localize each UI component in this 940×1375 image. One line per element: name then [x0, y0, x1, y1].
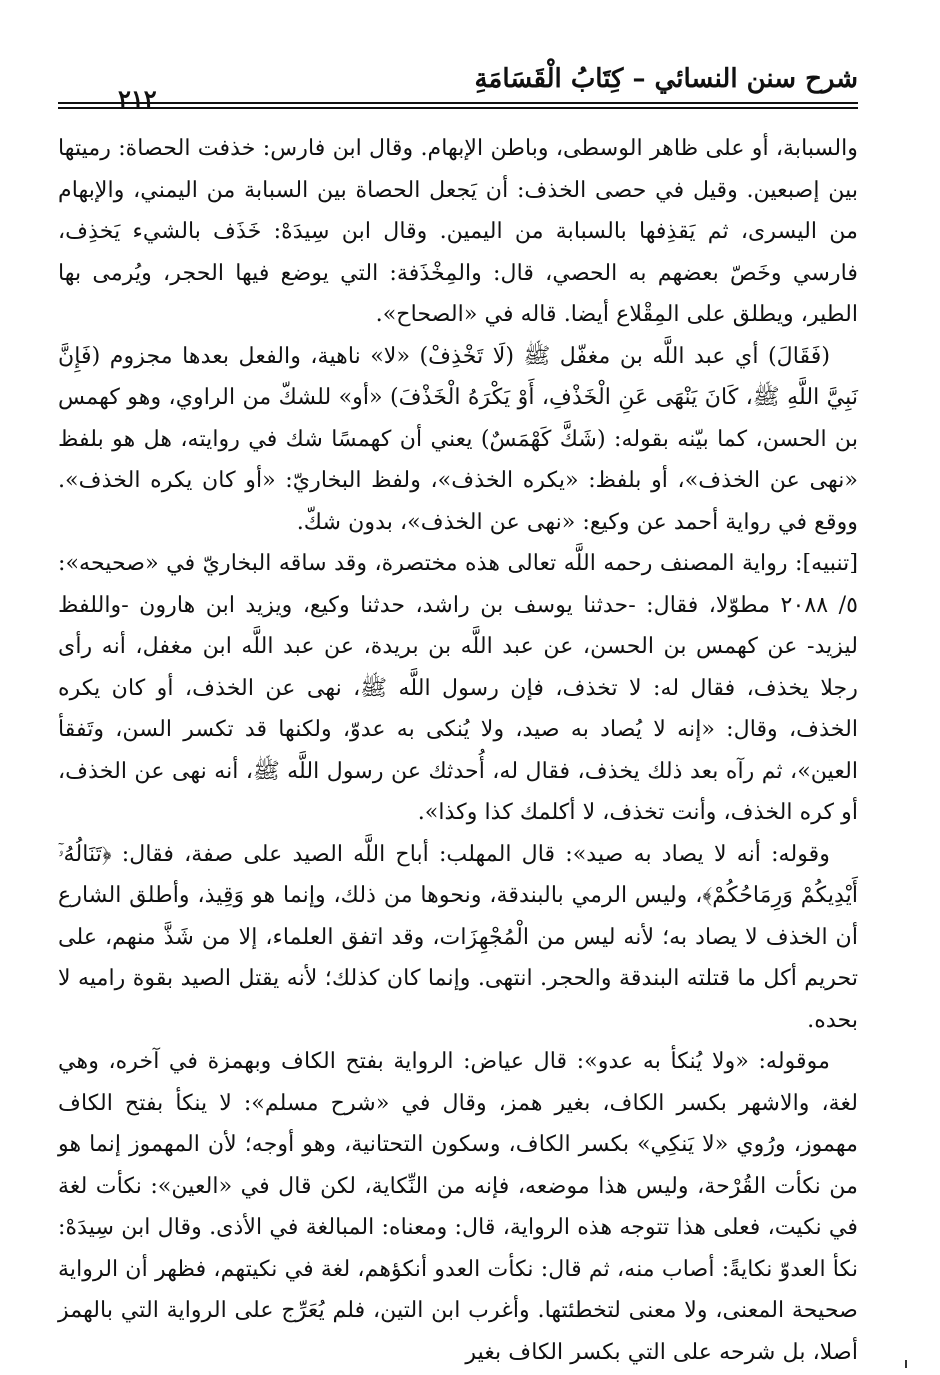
paragraph-1: والسبابة، أو على ظاهر الوسطى، وباطن الإبهام. وقال ابن فارس: خذفت الحصاة: رميتها بين إصبعين. وقيل في حصى الخذف: أن يَجعل الحصاة بين السبابة من اليمني، والإبهام من اليسرى، ثم يَقذِفها بالسبابة من اليمين. وقال ابن سِيدَهْ: خَذَف بالشيء يَخذِف، فارسي وخَصّ بعضهم به الحصي، قال: والمِخْذَفة: التي يوضع فيها الحجر، ويُرمى بها الطير، ويطلق على المِقْلاع أيضا. قاله في «الصحاح». [58, 135, 858, 327]
header-rule-top [58, 102, 858, 104]
margin-mark [905, 1360, 907, 1368]
paragraph-4: وقوله: أنه لا يصاد به صيد»: قال المهلب: أباح اللَّه الصيد على صفة، فقال: ﴿تَنَالُهُۥٓ أَيْدِيكُمْ وَرِمَاحُكُمْ﴾، وليس الرمي بالبندقة، ونحوها من ذلك، وإنما هو وَقِيذ، وأطلق الشارع أن الخذف لا يصاد به؛ لأنه ليس من الْمُجْهِزَات، وقد اتفق العلماء، إلا من شَذَّ منهم، على تحريم أكل ما قتلته البندقة والحجر. انتهى. وإنما كان كذلك؛ لأنه يقتل الصيد بقوة راميه لا بحده. [58, 840, 858, 1033]
header-rule-bottom [58, 107, 858, 109]
paragraph-5: موقوله: «ولا يُنكأ به عدو»: قال عياض: الرواية بفتح الكاف وبهمزة في آخره، وهي لغة، والاشهر بكسر الكاف، بغير همز، وقال في «شرح مسلم»: لا ينكأ بفتح الكاف مهموز، ورُوي «لا يَنكِي» بكسر الكاف، وسكون التحتانية، وهو أوجه؛ لأن المهموز إنما هو من نكأت القُرْحة، وليس هذا موضعه، فإنه من النِّكاية، لكن قال في «العين»: نكأت لغة في نكيت، فعلى هذا تتوجه هذه الرواية، قال: ومعناه: المبالغة في الأذى. وقال ابن سِيدَهْ: نكأ العدوّ نكايةً: أصاب منه، ثم قال: نكأت العدو أنكؤهم، لغة في نكيتهم، فظهر أن الرواية صحيحة المعنى، ولا معنى لتخطئتها. وأغرب ابن التين، فلم يُعَرِّج على الرواية التي بالهمز أصلا، بل شرحه على التي بكسر الكاف بغير [58, 1048, 858, 1365]
body-text [58, 128, 858, 1373]
page-number: ٢١٢ [118, 84, 157, 113]
running-title: شرح سنن النسائي – كِتَابُ الْقَسَامَةِ [474, 64, 858, 94]
paragraph-3: [تنبيه]: رواية المصنف رحمه اللَّه تعالى هذه مختصرة، وقد ساقه البخاريّ في «صحيحه»: ٥/ ٢٠٨٨ مطوّلا، فقال: -حدثنا يوسف بن راشد، حدثنا وكيع، ويزيد ابن هارون -واللفظ ليزيد- عن كهمس بن الحسن، عن عبد اللَّه بن بريدة، عن عبد اللَّه ابن مغفل، أنه رأى رجلا يخذف، فقال له: لا تخذف، فإن رسول اللَّه ﷺ، نهى عن الخذف، أو كان يكره الخذف، وقال: «إنه لا يُصاد به صيد، ولا يُنكى به عدوّ، ولكنها قد تكسر السن، وتَفقأ العين»، ثم رآه بعد ذلك يخذف، فقال له، أُحدثك عن رسول اللَّه ﷺ، أنه نهى عن الخذف، أو كره الخذف، وأنت تخذف، لا أكلمك كذا وكذا». [58, 550, 859, 825]
paragraph-2: (فَقَالَ) أي عبد اللَّه بن مغفّل ﷺ (لَا تَخْذِفْ) «لا» ناهية، والفعل بعدها مجزوم (فَإِنَّ نَبِيَّ اللَّهِ ﷺ، كَانَ يَنْهَى عَنِ الْخَذْفِ، أَوْ يَكْرَهُ الْخَذْفَ) «أو» للشكّ من الراوي، وهو كهمس بن الحسن، كما بيّنه بقوله: (شَكَّ كَهْمَسٌ) يعني أن كهمسًا شك في روايته، هل هو بلفظ «نهى عن الخذف»، أو بلفظ: «يكره الخذف»، ولفظ البخاريّ: «أو كان يكره الخذف». ووقع في رواية أحمد عن وكيع: «نهى عن الخذف»، بدون شكّ. [58, 342, 858, 535]
page-header [58, 60, 858, 112]
